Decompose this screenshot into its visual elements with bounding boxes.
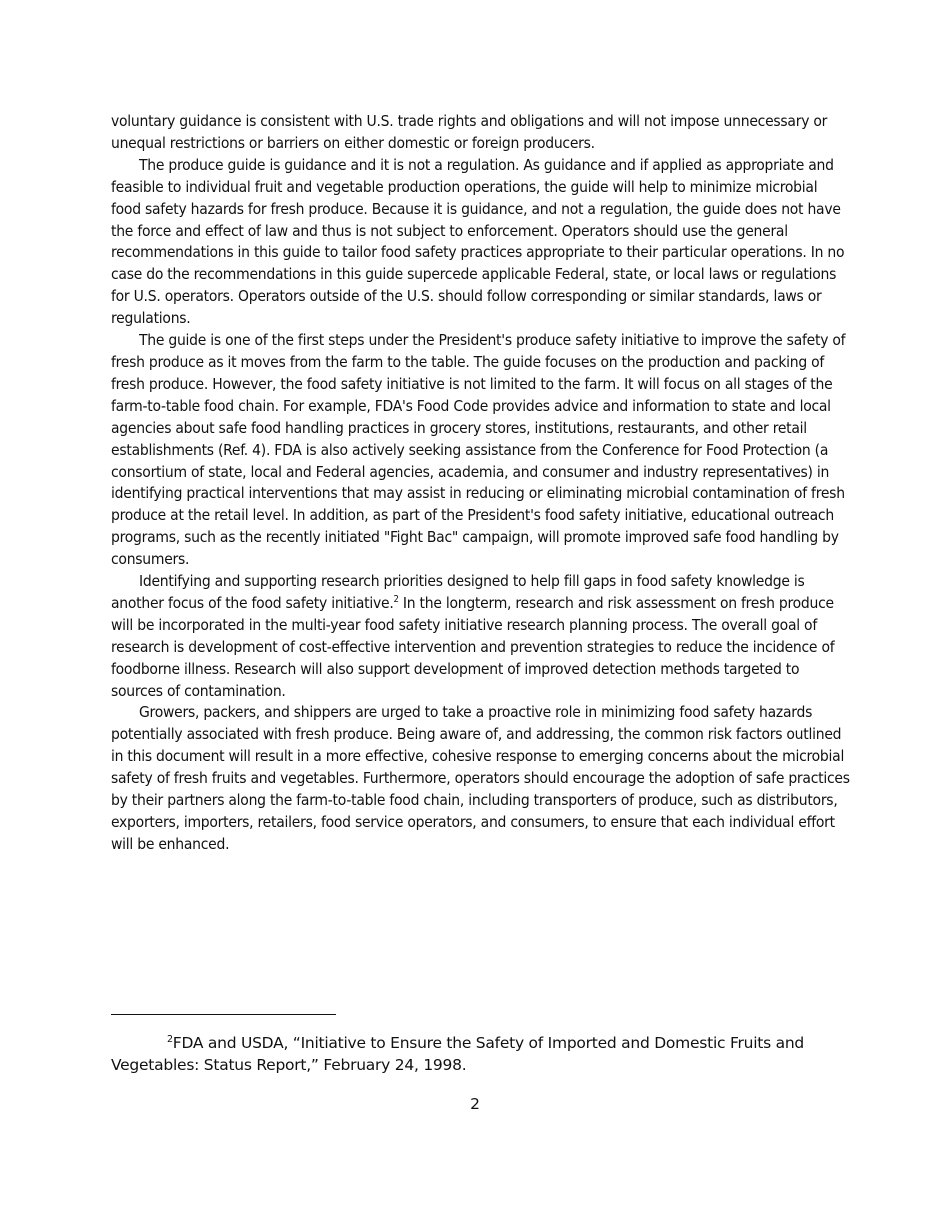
body-text: [111, 111, 851, 856]
paragraph: [111, 330, 851, 571]
paragraph-text: Identifying and supporting research priorities designed to help fill gaps in food safety knowledge is another focus of the food safety initiative.: [111, 572, 805, 612]
paragraph: [111, 111, 851, 155]
page-number: 2: [470, 1095, 480, 1113]
footnote-separator: [111, 1014, 336, 1015]
paragraph-text: The guide is one of the first steps under the President's produce safety initiative to improve the safety of fresh produce as it moves from the farm to the table. The guide focuses on the production and packing of fresh produce. However, the food safety initiative is not limited to the farm. It will focus on all stages of the farm-to-table food chain. For example, FDA's Food Code provides advice and information to state and local agencies about safe food handling practices in grocery stores, institutions, restaurants, and other retail establishments (Ref. 4). FDA is also actively seeking assistance from the Conference for Food Protection (a consortium of state, local and Federal agencies, academia, and consumer and industry representatives) in identifying practical interventions that may assist in reducing or eliminating microbial contamination of fresh produce at the retail level. In addition, as part of the President's food safety initiative, educational outreach programs, such as the recently initiated "Fight Bac" campaign, will promote improved safe food handling by consumers.: [111, 331, 846, 569]
paragraph-text: In the longterm, research and risk assessment on fresh produce will be incorporated in the multi-year food safety initiative research planning process. The overall goal of research is development of cost-effective intervention and prevention strategies to reduce the incidence of foodborne illness. Research will also support development of improved detection methods targeted to sources of contamination.: [111, 593, 835, 700]
paragraph-text: Growers, packers, and shippers are urged to take a proactive role in minimizing food safety hazards potentially associated with fresh produce. Being aware of, and addressing, the common risk factors outlined in this document will result in a more effective, cohesive response to emerging concerns about the microbial safety of fresh fruits and vegetables. Furthermore, operators should encourage the adoption of safe practices by their partners along the farm-to-table food chain, including transporters of produce, such as distributors, exporters, importers, retailers, food service operators, and consumers, to ensure that each individual effort will be enhanced.: [111, 703, 850, 853]
footnote-reference: 2: [393, 593, 399, 605]
footnote-text: FDA and USDA, “Initiative to Ensure the Safety of Imported and Domestic Fruits and Vegetables: Status Report,” February 24, 1998.: [111, 1034, 804, 1074]
paragraph: [111, 702, 851, 855]
footnote-mark: 2: [167, 1033, 173, 1045]
paragraph-text: The produce guide is guidance and it is not a regulation. As guidance and if applied as appropriate and feasible to individual fruit and vegetable production operations, the guide will help to minimize microbial food safety hazards for fresh produce. Because it is guidance, and not a regulation, the guide does not have the force and effect of law and thus is not subject to enforcement. Operators should use the general recommendations in this guide to tailor food safety practices appropriate to their particular operations. In no case do the recommendations in this guide supercede applicable Federal, state, or local laws or regulations for U.S. operators. Operators outside of the U.S. should follow corresponding or similar standards, laws or regulations.: [111, 155, 845, 328]
footnote: [111, 1032, 851, 1076]
paragraph: [111, 155, 851, 330]
paragraph-text: voluntary guidance is consistent with U.S. trade rights and obligations and will not impose unnecessary or unequal restrictions or barriers on either domestic or foreign producers.: [111, 112, 828, 152]
paragraph: [111, 571, 851, 702]
